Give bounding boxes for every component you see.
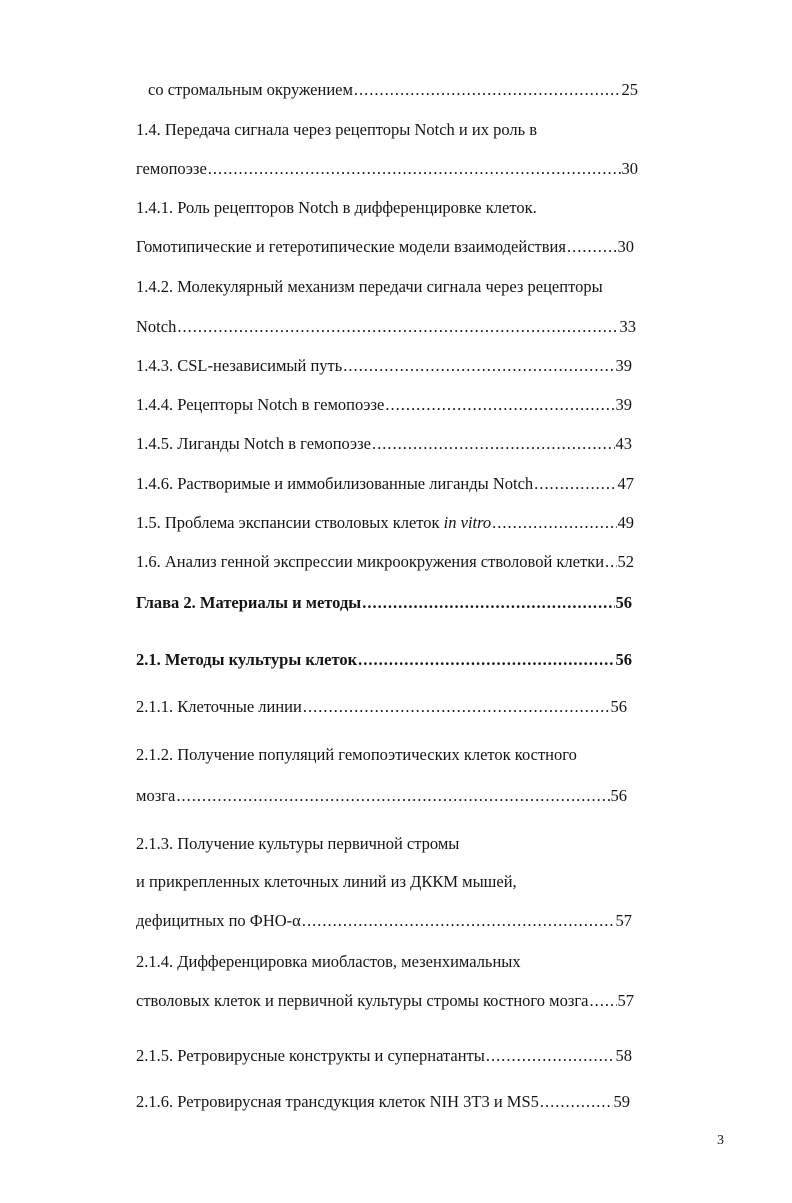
toc-section-heading (136, 650, 632, 670)
toc-entry-text (136, 513, 491, 533)
toc-entry-text: дефицитных по ФНО-α (136, 911, 301, 930)
toc-entry (136, 198, 537, 218)
toc-entry-text: стволовых клеток и первичной культуры стромы костного мозга (136, 991, 589, 1010)
toc-entry (136, 1046, 632, 1066)
toc-entry (136, 317, 636, 337)
toc-leader-dots (385, 395, 614, 415)
toc-entry-text: гемопоэзе (136, 159, 207, 178)
toc-leader-dots (372, 434, 615, 454)
toc-entry-text: 1.4.3. CSL-независимый путь (136, 356, 343, 375)
toc-page-number: 49 (617, 513, 634, 532)
toc-entry (136, 159, 638, 179)
toc-entry (136, 277, 603, 297)
page-number: 3 (717, 1133, 724, 1148)
toc-leader-dots (176, 786, 609, 806)
toc-leader-dots (354, 80, 621, 100)
toc-entry (136, 474, 634, 494)
toc-entry (136, 395, 632, 415)
toc-page-number: 39 (615, 356, 632, 375)
toc-entry-text: 2.1.4. Дифференцировка миобластов, мезенхимальных (136, 952, 521, 971)
toc-page-number: 43 (615, 434, 632, 453)
toc-leader-dots (302, 911, 615, 931)
toc-leader-dots (208, 159, 621, 179)
toc-entry-text: 1.4.2. Молекулярный механизм передачи сигнала через рецепторы (136, 277, 603, 296)
toc-leader-dots (589, 991, 616, 1011)
toc-entry (136, 872, 517, 892)
toc-page-number: 58 (615, 1046, 632, 1065)
toc-entry-text: 1.4.5. Лиганды Notch в гемопоэзе (136, 434, 371, 453)
toc-page-number: 57 (615, 911, 632, 930)
toc-entry-text: Notch (136, 317, 177, 336)
toc-entry-text: 2.1.5. Ретровирусные конструкты и супернатанты (136, 1046, 485, 1065)
toc-page-number: 39 (615, 395, 632, 414)
toc-entry (136, 834, 459, 854)
toc-entry-text: 1.4.1. Роль рецепторов Notch в дифференцировке клеток. (136, 198, 537, 217)
toc-leader-dots (303, 697, 610, 717)
toc-page-number: 56 (615, 650, 632, 669)
toc-entry (148, 80, 638, 100)
toc-entry (136, 120, 537, 140)
toc-leader-dots (358, 650, 614, 670)
toc-entry (136, 786, 627, 806)
toc-entry (136, 513, 634, 533)
toc-page-number: 33 (619, 317, 636, 336)
toc-entry-text: 1.4.6. Растворимые и иммобилизованные лиганды Notch (136, 474, 534, 493)
toc-entry-text: Глава 2. Материалы и методы (136, 593, 362, 612)
toc-leader-dots (343, 356, 614, 376)
toc-leader-dots (540, 1092, 613, 1112)
toc-entry (136, 434, 632, 454)
toc-page-number: 57 (617, 991, 634, 1010)
toc-entry-text: 1.4.4. Рецепторы Notch в гемопоэзе (136, 395, 385, 414)
toc-entry-text: 2.1.1. Клеточные линии (136, 697, 302, 716)
toc-entry-text: 2.1. Методы культуры клеток (136, 650, 358, 669)
toc-entry-text: и прикрепленных клеточных линий из ДККМ мышей, (136, 872, 517, 891)
toc-page-number: 59 (613, 1092, 630, 1111)
toc-entry (136, 991, 634, 1011)
toc-leader-dots (605, 552, 616, 572)
toc-entry-text: Гомотипические и гетеротипические модели взаимодействия (136, 237, 566, 256)
toc-page-number: 30 (621, 159, 638, 178)
toc-leader-dots (492, 513, 616, 533)
toc-entry (136, 911, 632, 931)
toc-page-number: 47 (617, 474, 634, 493)
toc-entry-italic-text: in vitro (443, 513, 492, 532)
toc-entry-text: 1.4. Передача сигнала через рецепторы Notch и их роль в (136, 120, 538, 139)
toc-leader-dots (486, 1046, 615, 1066)
toc-entry-text: 1.6. Анализ генной экспрессии микроокружения стволовой клетки (136, 552, 605, 571)
toc-page-number: 56 (610, 697, 627, 716)
toc-leader-dots (534, 474, 616, 494)
toc-entry-text-part: 1.5. Проблема экспансии стволовых клеток (136, 513, 444, 532)
toc-page-number: 25 (621, 80, 638, 99)
toc-chapter-heading (136, 593, 632, 613)
toc-leader-dots (177, 317, 618, 337)
toc-entry (136, 356, 632, 376)
toc-page-number: 52 (617, 552, 634, 571)
toc-entry (136, 237, 634, 257)
toc-entry-text: 2.1.3. Получение культуры первичной стромы (136, 834, 460, 853)
toc-page-number: 30 (617, 237, 634, 256)
toc-entry (136, 697, 627, 717)
toc-entry (136, 745, 577, 765)
toc-page-number: 56 (615, 593, 632, 612)
toc-entry (136, 952, 521, 972)
toc-entry-text: 2.1.2. Получение популяций гемопоэтических клеток костного (136, 745, 577, 764)
toc-page-number: 56 (610, 786, 627, 805)
toc-entry (136, 552, 634, 572)
toc-entry-text: со стромальным окружением (148, 80, 353, 99)
toc-leader-dots (362, 593, 614, 613)
toc-entry-text: мозга (136, 786, 176, 805)
toc-entry (136, 1092, 630, 1112)
toc-leader-dots (567, 237, 617, 257)
toc-entry-text: 2.1.6. Ретровирусная трансдукция клеток NIH 3T3 и MS5 (136, 1092, 539, 1111)
